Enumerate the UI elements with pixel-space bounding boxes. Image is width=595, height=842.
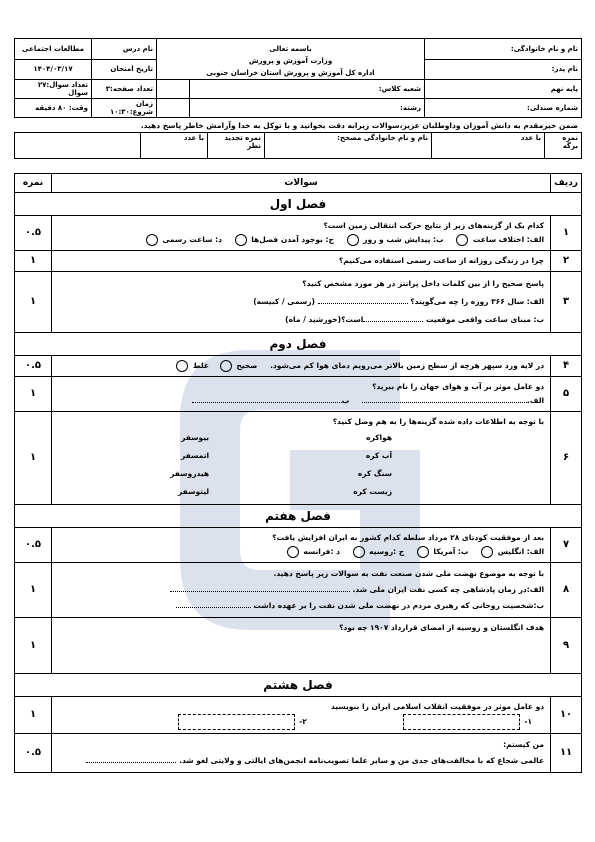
match-item: آب کره: [365, 451, 393, 460]
ministry-block: [157, 39, 425, 80]
section-title: فصل دوم: [15, 333, 582, 356]
question-text: چرا در زندگی روزانه از ساعت رسمی استفاده می‌کنیم؟: [338, 256, 545, 265]
radio-circle-icon[interactable]: [176, 360, 188, 372]
review-digits-label: با عدد: [141, 133, 208, 159]
answer-b-label: ب: [341, 396, 350, 405]
radio-circle-icon[interactable]: [220, 360, 232, 372]
question-number: ۱۱: [551, 734, 582, 773]
option-d: د :فرانسه: [303, 547, 340, 556]
question-row: [15, 618, 582, 674]
start-time: زمان شروع:۱۰:۳۰: [92, 99, 157, 118]
question-number: ۴: [551, 356, 582, 377]
part-a-text: الف:در زمان پادشاهی چه کسی نفت ایران ملی شد.: [352, 585, 545, 594]
question-text: هدف انگلستان و روسیه از امضای قرارداد ۱۹۰۷ چه بود؟: [339, 623, 545, 632]
exam-date-value: ۱۴۰۴/۰۳/۱۷: [15, 59, 92, 80]
question-number: ۶: [551, 412, 582, 505]
question-text: بعد از موفقیت کودتای ۲۸ مرداد سلطه کدام کشور به ایران افزایش یافت؟: [272, 533, 545, 542]
question-score: ۱: [15, 618, 52, 674]
option-b: ب: پیدایش شب و روز: [363, 235, 444, 244]
question-number: ۱: [551, 216, 582, 251]
option-a: الف: اختلاف ساعت: [472, 235, 545, 244]
question-score: ۱: [15, 251, 52, 272]
match-item: اتمسفر: [180, 451, 210, 460]
question-body: عالمی شجاع که با مخالفت‌های جدی من و سایر علما تصویب‌نامه انجمن‌های ایالتی و ولایتی لغو شد.: [179, 756, 545, 765]
instruction-text: ضمن خیرمقدم به دانش آموزان وداوطلبان عزیز،سوالات زیرابه دقت بخوانید و با توکل به خدا وآرامش خاطر پاسخ دهید.: [140, 121, 578, 130]
subject-label: نام درس: [92, 39, 157, 60]
match-item: هیدروسفر: [170, 469, 210, 478]
question-text: با توجه به موضوع نهضت ملی شدن صنعت نفت به سوالات زیر پاسخ دهید.: [273, 569, 545, 578]
question-text: من کیستم:: [503, 740, 545, 749]
option-a: الف: انگلیس: [497, 547, 545, 556]
office-name: اداره کل آموزش و پرورش استان خراسان جنوبی: [206, 69, 375, 77]
questions-count: تعداد سوال:۲۷ سوال: [15, 80, 92, 99]
subject-value: مطالعات اجتماعی: [15, 39, 92, 60]
radio-circle-icon[interactable]: [347, 234, 359, 246]
section-title: فصل اول: [15, 193, 582, 216]
father-name-label: نام پدر:: [425, 59, 582, 80]
option-c: ج :روسیه: [369, 547, 405, 556]
option-d: د: ساعت رسمی: [162, 235, 222, 244]
student-name-label: نام و نام خانوادگی:: [425, 39, 582, 60]
exam-header: [14, 38, 582, 118]
review-score-label: نمره تجدید نظر: [208, 133, 265, 159]
option-b: ب: آمریکا: [433, 547, 469, 556]
seat-number-label: شماره صندلی:: [425, 99, 582, 118]
part-b-text: ب: مبنای ساعت واقعی موقعیت: [425, 315, 545, 324]
match-item: بیوسفر: [181, 433, 210, 442]
letters-cell: [432, 133, 489, 159]
exam-date-label: تاریخ امتحان: [92, 59, 157, 80]
question-row: [15, 377, 582, 412]
part-b-text: ب:شخصیت روحانی که رهبری مردم در نهضت ملی شدن نفت را بر عهده داشت: [253, 601, 545, 610]
questions-header: سوالات: [52, 174, 551, 193]
matching-columns: [58, 429, 544, 501]
radio-circle-icon[interactable]: [146, 234, 158, 246]
radio-circle-icon[interactable]: [287, 546, 299, 558]
question-number: ۳: [551, 272, 582, 333]
question-score: ۱: [15, 412, 52, 505]
match-item: هواکره: [366, 433, 393, 442]
grade-label: پایه نهم: [425, 80, 582, 99]
answer-one-box[interactable]: [403, 714, 520, 730]
question-text: در لایه ورد سپهر هرچه از سطح زمین بالاتر می‌رویم دمای هوا کم می‌شود.: [270, 361, 545, 370]
question-row: [15, 734, 582, 773]
question-row: [15, 356, 582, 377]
radio-circle-icon[interactable]: [456, 234, 468, 246]
question-score: ۰.۵: [15, 216, 52, 251]
question-score: ۱: [15, 272, 52, 333]
row-header: ردیف: [551, 174, 582, 193]
match-item: لیتوسفر: [178, 487, 210, 496]
grading-box: [14, 132, 582, 159]
questions-table: [14, 173, 582, 773]
answer-one-label: ۱-: [524, 717, 533, 726]
radio-circle-icon[interactable]: [417, 546, 429, 558]
left-column: [170, 429, 209, 501]
true-option: صحیح: [236, 361, 258, 370]
question-row: [15, 697, 582, 734]
question-number: ۷: [551, 528, 582, 563]
answer-two-label: ۲-: [299, 717, 307, 726]
question-row: [15, 251, 582, 272]
question-row: [15, 528, 582, 563]
question-text: کدام یک از گزینه‌های زیر از نتایج حرکت انتقالی زمین است؟: [323, 221, 545, 230]
question-score: ۱: [15, 377, 52, 412]
field-label: رشته:: [190, 99, 425, 118]
question-row: [15, 563, 582, 618]
corrector-name-label: نام و نام خانوادگی مصحح:: [265, 133, 432, 159]
question-score: ۱: [15, 563, 52, 618]
basmala: باسمه تعالی: [269, 45, 312, 53]
radio-circle-icon[interactable]: [353, 546, 365, 558]
question-score: ۰.۵: [15, 528, 52, 563]
part-a-text: الف: سال ۳۶۶ روزه را چه می‌گویند؟: [410, 297, 545, 306]
question-number: ۸: [551, 563, 582, 618]
answer-a-label: الف.: [526, 396, 545, 405]
false-option: غلط: [192, 361, 210, 370]
question-number: ۱۰: [551, 697, 582, 734]
section-title: فصل هفتم: [15, 505, 582, 528]
part-a-choice: (رسمی / کبیسه): [253, 297, 315, 306]
section-title: فصل هشتم: [15, 674, 582, 697]
radio-circle-icon[interactable]: [481, 546, 493, 558]
question-text: دو عامل موثر بر آب و هوای جهان را نام ببرید؟: [372, 382, 545, 391]
radio-circle-icon[interactable]: [235, 234, 247, 246]
review-letters-cell: [15, 133, 141, 159]
right-column: [353, 429, 392, 501]
score-header: نمره: [15, 174, 52, 193]
ministry-name: وزارت آموزش و پرورش: [248, 57, 333, 65]
question-score: ۰.۵: [15, 734, 52, 773]
match-item: زیست کره: [353, 487, 393, 496]
question-score: ۰.۵: [15, 356, 52, 377]
question-score: ۱: [15, 697, 52, 734]
match-item: سنگ کره: [357, 469, 393, 478]
question-number: ۲: [551, 251, 582, 272]
sheet-score-label: نمره برگه: [545, 133, 582, 159]
option-c: ج: بوجود آمدن فصل‌ها: [251, 235, 334, 244]
duration: وقت: ۸۰ دقیقه: [15, 99, 92, 118]
question-text: با توجه به اطلاعات داده شده گزینه‌ها را به هم وصل کنید؟: [332, 417, 545, 426]
question-row: [15, 412, 582, 505]
question-text: پاسخ صحیح را از بین کلمات داخل پرانتز در هر مورد مشخص کنید؟: [302, 279, 545, 288]
part-b-choice: است؟(خورشید / ماه): [285, 315, 364, 324]
question-row: [15, 216, 582, 251]
exam-page: [14, 38, 582, 773]
pages-count: تعداد صفحه:۳: [92, 80, 157, 99]
answer-two-box[interactable]: [178, 714, 295, 730]
question-number: ۵: [551, 377, 582, 412]
question-number: ۹: [551, 618, 582, 674]
digits-label: با عدد: [488, 133, 545, 159]
question-row: [15, 272, 582, 333]
class-label: شعبه کلاس:: [190, 80, 425, 99]
question-text: دو عامل موثر در موفقیت انقلاب اسلامی ایران را بنویسید: [330, 702, 545, 711]
